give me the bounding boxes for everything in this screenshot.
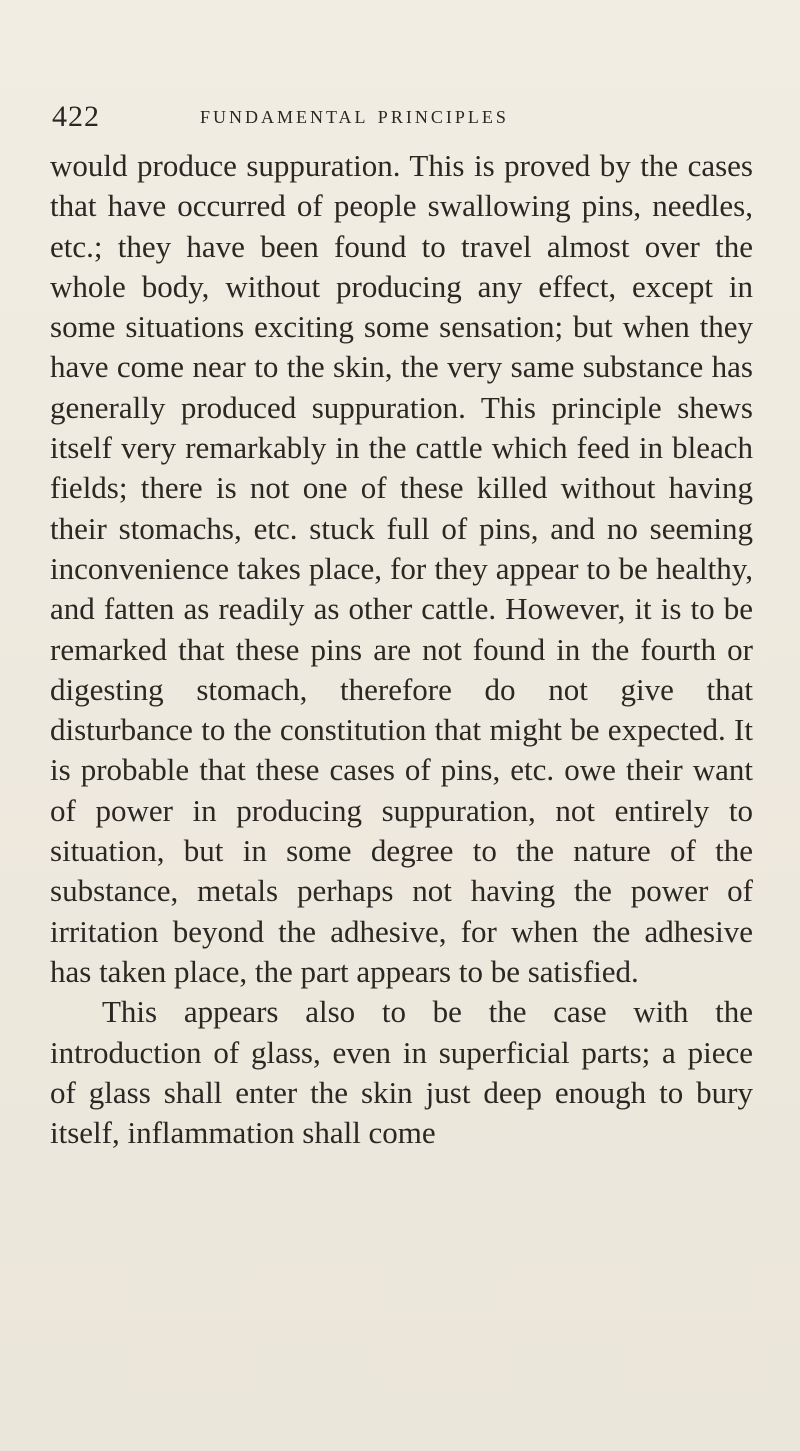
paragraph: would produce suppuration. This is proved by the cases that have occurred of people swallowing pins, needles, etc.; they have been found to travel almost over the whole body, without producing any effect, except in some situations exciting some sensation; but when they have come near to the skin, the very same substance has generally produced suppuration. This principle shews itself very remarkably in the cattle which feed in bleach fields; there is not one of these killed without having their stomachs, etc. stuck full of pins, and no seeming inconvenience takes place, for they appear to be healthy, and fatten as readily as other cattle. However, it is to be remarked that these pins are not found in the fourth or digesting stomach, therefore do not give that disturbance to the constitution that might be expected. It is probable that these cases of pins, etc. owe their want of power in producing suppuration, not entirely to situation, but in some degree to the nature of the substance, metals perhaps not having the power of irritation beyond the adhesive, for when the adhesive has taken place, the part appears to be satisfied. [50, 148, 753, 989]
running-head [52, 100, 752, 140]
body-text [50, 146, 753, 1153]
paragraph: This appears also to be the case with the introduction of glass, even in superficial parts; a piece of glass shall enter the skin just deep enough to bury itself, inflammation shall come [50, 994, 753, 1151]
page-number: 422 [52, 100, 100, 133]
running-head-title: fundamental principles [200, 102, 509, 129]
